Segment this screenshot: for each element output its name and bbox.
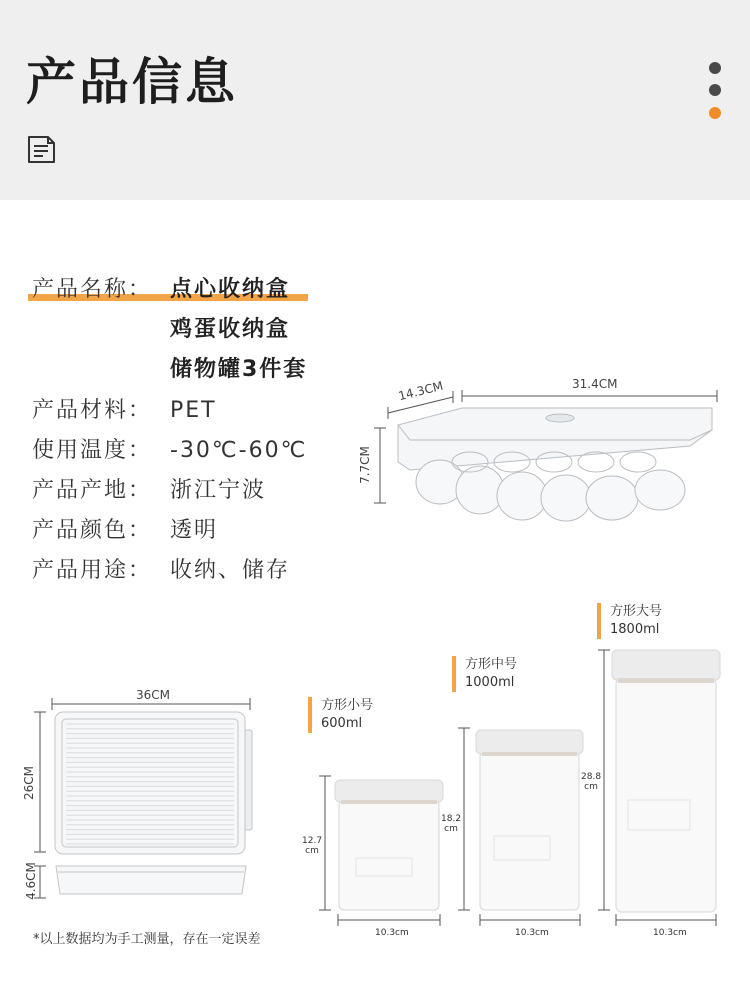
jar-name: 方形中号 [465,657,518,672]
spec-value: PET [170,398,217,423]
jar-volume: 1000ml [465,675,515,690]
spec-value: 收纳、储存 [170,558,291,583]
jar-medium-tag [452,656,517,692]
jar-small-width-label: 10.3cm [375,928,409,938]
jar-small-image [319,776,443,926]
jar-large-image [598,650,720,926]
measurement-note: *以上数据均为手工测量，存在一定误差 [33,932,261,947]
egg-box-image [374,390,717,521]
snack-box-length-label: 36CM [136,688,171,702]
spec-value: 透明 [170,518,219,543]
spec-label: 使用温度： [32,438,153,463]
jar-large-width-label: 10.3cm [653,928,687,938]
spec-label: 产品颜色： [32,518,153,543]
spec-label: 产品用途： [32,558,153,583]
egg-box-length-label: 31.4CM [572,377,618,391]
jar-large-height-label: 28.8 cm [581,772,602,792]
egg-box-height-label: 7.7CM [357,446,372,484]
spec-value: 点心收纳盒 [170,277,291,302]
jar-small-height-label: 12.7 cm [302,836,323,856]
spec-value: -30℃-60℃ [170,438,308,463]
page-title: 产品信息 [26,53,238,111]
spec-value: 储物罐3件套 [170,357,308,382]
jar-medium-image [458,728,583,926]
spec-label: 产品名称： [32,277,153,302]
spec-value: 浙江宁波 [170,478,267,503]
egg-box-width-label: 14.3CM [396,378,445,404]
spec-label: 产品产地： [32,478,153,503]
jar-name: 方形大号 [610,604,663,619]
jar-volume: 1800ml [610,622,660,637]
jar-name: 方形小号 [321,698,374,713]
spec-label: 产品材料： [32,398,153,423]
snack-box-height-label: 4.6CM [23,862,38,900]
jar-medium-width-label: 10.3cm [515,928,549,938]
jar-small-tag [308,697,373,733]
jar-volume: 600ml [321,716,363,731]
snack-box-image [34,698,252,898]
jar-large-tag [597,603,662,639]
snack-box-width-label: 26CM [22,765,37,801]
jar-medium-height-label: 18.2 cm [441,814,462,834]
spec-value: 鸡蛋收纳盒 [170,317,291,342]
